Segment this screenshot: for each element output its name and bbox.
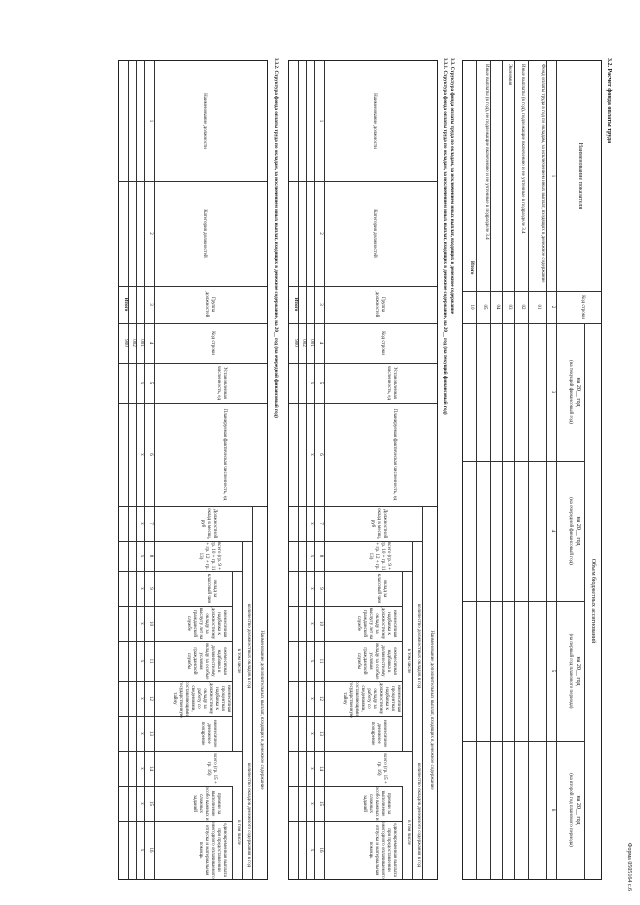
cell-mark: x	[309, 554, 314, 558]
cell-mark: x	[139, 659, 144, 663]
row-code: 04	[495, 304, 500, 310]
row-name: Фонд оплаты труда в год по окладам, за исключением иных выплат, входящих в денежное содержание	[540, 64, 545, 283]
header-group: Группа должностей	[374, 291, 385, 318]
header-salary: Должностной оклад в месяц, руб	[370, 507, 387, 539]
row-code: 01	[536, 304, 541, 310]
total-label: Итого	[469, 261, 474, 275]
col-number: 3	[550, 390, 555, 394]
col-number: 11	[148, 658, 153, 664]
row-name: Экономия	[507, 64, 512, 86]
col-number: 12	[318, 696, 323, 701]
col-number: 2	[148, 232, 153, 235]
cell-mark: x	[309, 522, 314, 525]
col-number: 1	[318, 119, 323, 123]
header-including: в том числе	[406, 648, 411, 674]
cell-mark: x	[139, 848, 144, 852]
col-first: на 20__ год	[575, 656, 581, 686]
header-bonus: ежемесячное денежное поощрение	[370, 719, 387, 748]
header-special-conditions: ежемесячная надбавка к должностному окладу за особые условия гражданской службы	[356, 642, 397, 680]
header-including: в том числе	[236, 648, 241, 674]
col-number: 9	[318, 587, 323, 590]
col-second-sub: (на второй год планового периода)	[568, 773, 573, 847]
header-premium-total: всего (гр. 15 + гр. 16)	[376, 753, 387, 784]
col-number: 1	[148, 119, 153, 123]
col-number: 14	[318, 766, 323, 771]
row-code: 002	[131, 339, 136, 347]
row-code: 001	[309, 339, 314, 347]
header-position-name: Наименование должности	[372, 93, 377, 149]
col-second: на 20__ год	[575, 795, 581, 825]
header-premium-tasks: премии за выполнение особо важных и сложных заданий	[362, 786, 391, 821]
row-name: Иные выплаты (в год), подлежащие включению и не учтенные в подразделе 3.4	[520, 64, 525, 234]
total-label: Итого	[293, 297, 298, 312]
col-next-sub: (на очередной финансовый год)	[568, 497, 573, 565]
col-number: 4	[148, 341, 153, 345]
cell-mark: x	[309, 732, 314, 735]
section-3-2-title: 3.2. Расчет фонда оплаты труда	[606, 58, 612, 144]
section-3-3-2-title: 3.3.2. Структура фонда оплаты труда по окладам, за исключением иных выплат, входящих в денежное содержание, на 20__ год (на очередной финансовый год)	[273, 58, 278, 418]
header-established: Установленная численность, ед	[216, 366, 227, 400]
row-code: 002	[301, 339, 306, 347]
header-name: Наименование показателя	[577, 142, 583, 210]
row-code: 900	[123, 339, 128, 347]
header-planned: Планируемая фактическая численность, ед	[392, 408, 397, 501]
header-count-months: количество должностных окладов в год	[416, 603, 421, 689]
header-category: Категория должностей	[202, 209, 207, 258]
header-secret: ежемесячная процентная надбавка к должностному окладу за работу со сведениями, составляющими государственную тайну	[342, 681, 401, 718]
header-code: Код строки	[210, 331, 215, 355]
col-number: 2	[550, 305, 555, 309]
header-special-conditions: ежемесячная надбавка к должностному окладу за особые условия гражданской службы	[186, 642, 227, 680]
header-total-formula: всего (гр. 9 + гр. 10 + гр. 11 + гр. 12 + гр. 13)	[368, 541, 391, 571]
col-number: 15	[148, 801, 153, 806]
header-total-formula: всего (гр. 9 + гр. 10 + гр. 11 + гр. 12 + гр. 13)	[198, 541, 221, 571]
header-planned: Планируемая фактическая численность, ед	[222, 408, 227, 501]
header-seniority: ежемесячная надбавка к должностному окладу за выслугу лет на гражданской службе	[356, 607, 397, 640]
row-code: 03	[507, 304, 512, 310]
col-number: 1	[550, 174, 555, 178]
col-number: 4	[550, 529, 555, 533]
header-premium-block: количество окладов денежного содержания в год	[416, 762, 421, 868]
header-code: Код строки	[380, 331, 385, 355]
cell-mark: x	[309, 767, 314, 770]
col-next: на 20__ год	[575, 516, 581, 546]
col-number: 9	[148, 587, 153, 590]
header-category: Категория должностей	[372, 209, 377, 258]
col-number: 3	[318, 303, 323, 306]
section-3-3-1-title: 3.3.1. Структура фонда оплаты труда по окладам, за исключением иных выплат, входящих в денежное содержание, на 20__ год (на текущий финансовый год)	[442, 58, 447, 415]
cell-mark: x	[309, 659, 314, 663]
cell-mark: x	[309, 622, 314, 625]
col-number: 16	[148, 847, 153, 853]
header-extra-payments: Наименование дополнительных выплат, входящих в денежное содержание	[429, 630, 434, 790]
row-code: 001	[139, 339, 144, 347]
cell-mark: x	[139, 522, 144, 525]
row-name: Иные выплаты (в год), не подлежащие включению и не учтенные в подразделе 3.4	[484, 64, 489, 240]
header-premium-total: всего (гр. 15 + гр. 16)	[206, 753, 217, 784]
col-number: 4	[318, 341, 323, 345]
header-position-name: Наименование должности	[202, 93, 207, 149]
col-number: 10	[148, 621, 153, 626]
col-number: 13	[148, 731, 153, 736]
header-code: Код строки	[580, 295, 585, 319]
header-premium-block: количество окладов денежного содержания в год	[246, 762, 251, 868]
header-count-months: количество должностных окладов в год	[246, 603, 251, 689]
col-number: 7	[148, 522, 153, 525]
cell-mark: x	[139, 767, 144, 770]
header-including: в том числе	[406, 820, 411, 845]
table-3-3-1	[288, 60, 438, 880]
cell-mark: x	[309, 848, 314, 852]
cell-mark: x	[139, 554, 144, 558]
col-number: 6	[148, 453, 153, 456]
col-current-sub: (на текущий финансовый год)	[568, 360, 573, 424]
col-number: 8	[148, 554, 153, 558]
col-number: 8	[318, 554, 323, 558]
header-volume: Объем бюджетных ассигнований	[590, 558, 596, 644]
cell-mark: x	[139, 453, 144, 456]
header-bonus: ежемесячное денежное поощрение	[200, 719, 217, 748]
header-material-aid: единовременная выплата при предоставлении ежегодного оплачиваемого отпуска и материальная помощь	[368, 821, 397, 879]
row-code: 02	[520, 304, 525, 310]
cell-mark: x	[139, 802, 144, 805]
col-number: 6	[550, 808, 555, 812]
cell-mark: x	[309, 587, 314, 590]
form-code: Форма 0505164 с.6	[626, 842, 632, 891]
col-number: 13	[318, 731, 323, 736]
header-premium-tasks: премии за выполнение особо важных и сложных заданий	[192, 786, 221, 821]
header-secret: ежемесячная процентная надбавка к должностному окладу за работу со сведениями, составляющими государственную тайну	[172, 681, 231, 718]
col-number: 5	[148, 381, 153, 385]
cell-mark: x	[309, 453, 314, 456]
col-number: 15	[318, 801, 323, 806]
col-number: 5	[318, 381, 323, 385]
header-material-aid: единовременная выплата при предоставлении ежегодного оплачиваемого отпуска и материальная помощь	[198, 821, 227, 879]
header-established: Установленная численность, ед	[386, 366, 397, 400]
col-number: 5	[550, 669, 555, 673]
header-including: в том числе	[236, 820, 241, 845]
header-class-rank: оклад за классный чин	[376, 573, 387, 604]
total-code: 10	[469, 304, 474, 310]
cell-mark: x	[139, 587, 144, 590]
cell-mark: x	[139, 622, 144, 625]
cell-mark: x	[139, 697, 144, 700]
cell-mark: x	[309, 802, 314, 805]
row-code: 900	[293, 339, 298, 347]
col-first-sub: (на первый год планового периода)	[568, 633, 573, 709]
section-3-3-title: 3.3. Структура фонда оплаты труда по окладам, за исключением иных выплат, входящих в денежное содержание	[449, 58, 454, 315]
header-extra-payments: Наименование дополнительных выплат, входящих в денежное содержание	[259, 630, 264, 790]
col-number: 2	[318, 232, 323, 235]
col-current: на 20__ год	[575, 377, 581, 407]
total-label: Итого	[123, 297, 128, 312]
col-number: 14	[148, 766, 153, 771]
table-3-3-2	[118, 60, 268, 880]
cell-mark: x	[309, 697, 314, 700]
header-seniority: ежемесячная надбавка к должностному окладу за выслугу лет на гражданской службе	[186, 607, 227, 640]
header-group: Группа должностей	[204, 291, 215, 318]
header-class-rank: оклад за классный чин	[206, 573, 217, 604]
cell-mark: x	[309, 381, 314, 385]
col-number: 16	[318, 847, 323, 853]
table-3-2	[462, 60, 602, 880]
col-number: 3	[148, 303, 153, 306]
col-number: 11	[318, 658, 323, 664]
col-number: 7	[318, 522, 323, 525]
cell-mark: x	[139, 381, 144, 385]
col-number: 6	[318, 453, 323, 456]
col-number: 10	[318, 621, 323, 626]
header-salary: Должностной оклад в месяц, руб	[200, 507, 217, 539]
row-code: 05	[482, 304, 487, 310]
cell-mark: x	[139, 732, 144, 735]
col-number: 12	[148, 696, 153, 701]
